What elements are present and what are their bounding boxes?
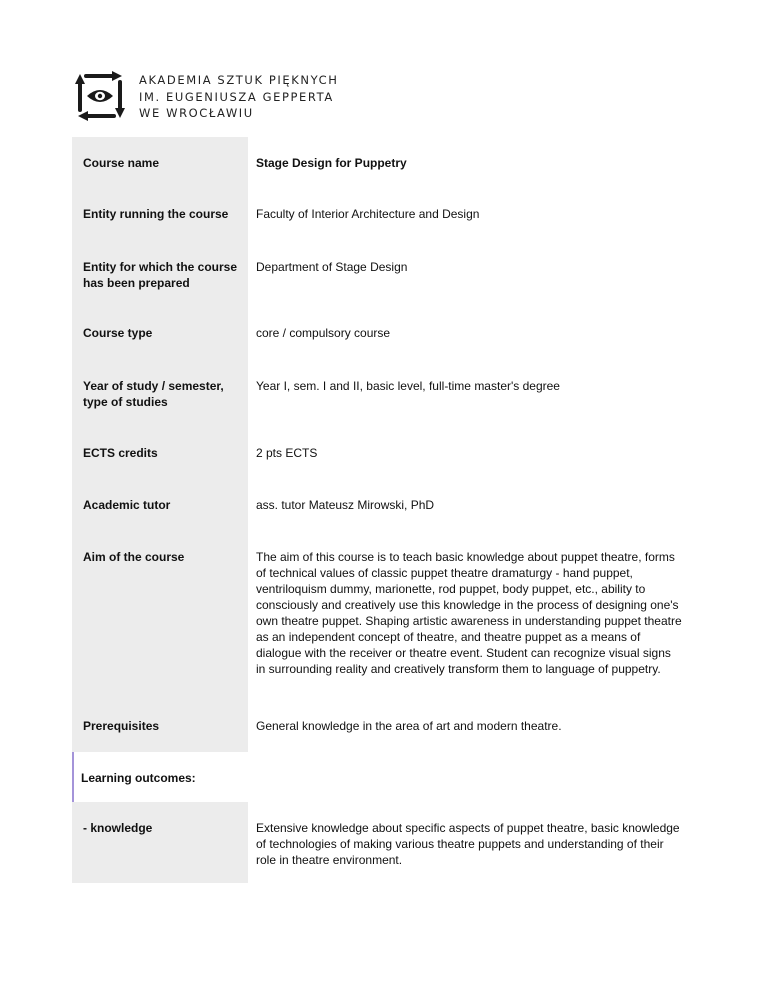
value-ects: 2 pts ECTS — [256, 446, 318, 460]
institution-line-2: IM. EUGENIUSZA GEPPERTA — [139, 89, 334, 104]
value-academic-tutor: ass. tutor Mateusz Mirowski, PhD — [256, 498, 435, 512]
row-entity-running — [72, 188, 692, 241]
value-knowledge: Extensive knowledge about specific aspects of puppet theatre, basic knowledge of technologies of making various theatre puppets and understanding of their role in theatre environment. — [256, 821, 680, 867]
value-entity-prepared: Department of Stage Design — [256, 260, 408, 274]
section-learning-outcomes: Learning outcomes: — [81, 771, 196, 785]
label-aim: Aim of the course — [72, 531, 248, 700]
institution-line-3: WE WROCŁAWIU — [139, 106, 254, 120]
label-prerequisites: Prerequisites — [72, 700, 248, 752]
row-ects — [72, 427, 692, 479]
value-year-of-study: Year I, sem. I and II, basic level, full-time master's degree — [256, 379, 560, 393]
label-course-name: Course name — [72, 137, 248, 188]
label-ects: ECTS credits — [72, 427, 248, 479]
row-course-type — [72, 307, 692, 360]
academy-emblem-icon — [74, 70, 126, 122]
label-entity-prepared: Entity for which the course has been prepared — [72, 241, 248, 307]
course-info-table — [72, 137, 692, 883]
institution-name — [139, 72, 338, 122]
label-entity-running: Entity running the course — [72, 188, 248, 241]
value-aim: The aim of this course is to teach basic knowledge about puppet theatre, forms of technical values of classic puppet theatre dramaturgy - hand puppet, ventriloquism dummy, marionette, rod puppet, body puppet, etc., ability to consciously and creatively use this knowledge in the process of designing one's own theatre puppet. Shaping artistic awareness in understanding puppet theatre as an independent concept of theatre, and theatre puppet as a means of dialogue with the receiver or theatre event. Student can recognize visual signs in surrounding reality and creatively transform them to language of puppetry. — [256, 550, 682, 676]
row-course-name — [72, 137, 692, 188]
institution-line-1: AKADEMIA SZTUK PIĘKNYCH — [139, 73, 339, 87]
row-year-of-study — [72, 360, 692, 427]
label-knowledge: - knowledge — [72, 802, 248, 883]
value-entity-running: Faculty of Interior Architecture and Design — [256, 207, 480, 221]
row-knowledge — [72, 802, 692, 883]
value-prerequisites: General knowledge in the area of art and modern theatre. — [256, 719, 562, 733]
label-course-type: Course type — [72, 307, 248, 360]
label-year-of-study: Year of study / semester, type of studies — [72, 360, 248, 427]
row-academic-tutor — [72, 479, 692, 531]
row-aim — [72, 531, 692, 700]
row-prerequisites — [72, 700, 692, 752]
label-academic-tutor: Academic tutor — [72, 479, 248, 531]
row-entity-prepared — [72, 241, 692, 307]
value-course-type: core / compulsory course — [256, 326, 391, 340]
value-course-name: Stage Design for Puppetry — [256, 156, 407, 170]
